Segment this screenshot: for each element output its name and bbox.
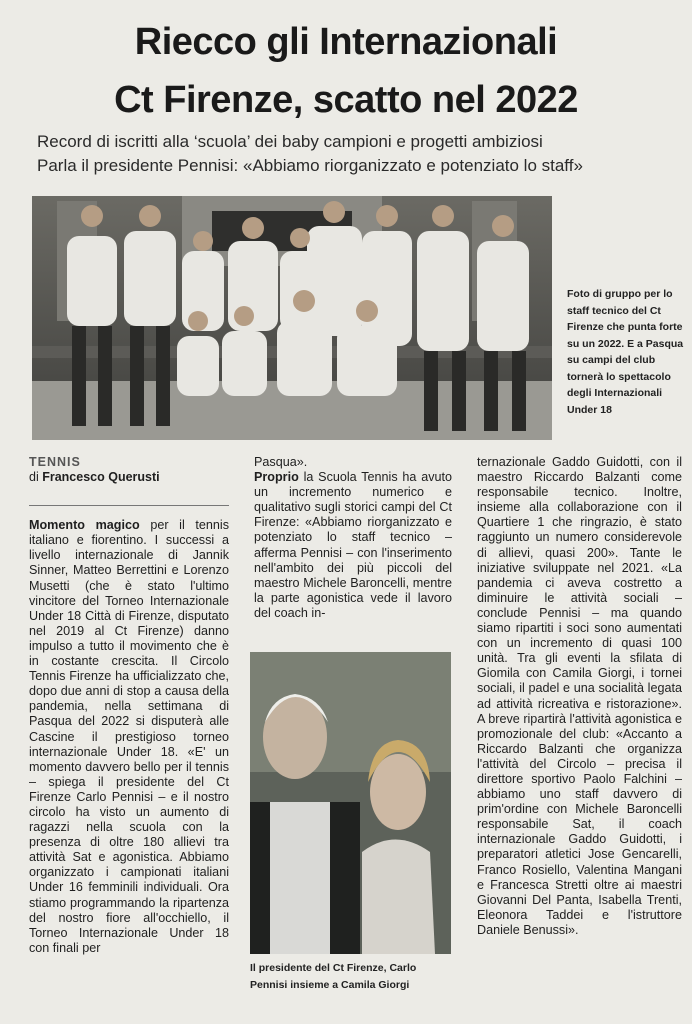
article-column-2	[254, 455, 452, 655]
section-label: TENNIS	[29, 455, 81, 469]
team-photo-caption: Foto di gruppo per lo staff tecnico del Ct Firenze che punta forte su un 2022. E a Pasqua su campi del club tornerà lo spettacolo degli Internazionali Under 18	[567, 288, 684, 416]
pennisi-giorgi-photo	[250, 652, 451, 954]
subheadline-line-2: Parla il presidente Pennisi: «Abbiamo riorganizzato e potenziato lo staff»	[37, 156, 583, 175]
team-group-photo	[32, 196, 552, 440]
subheadline-line-1: Record di iscritti alla ‘scuola’ dei baby campioni e progetti ambiziosi	[37, 132, 543, 151]
portrait-photo-caption: Il presidente del Ct Firenze, Carlo Pennisi insieme a Camila Giorgi	[250, 962, 417, 991]
article-column-1	[29, 455, 229, 956]
byline-divider	[29, 505, 229, 506]
headline-line-1: Riecco gli Internazionali	[134, 21, 558, 63]
team-photo-illustration	[32, 196, 552, 440]
article-column-3	[477, 455, 682, 938]
lead-words: Momento magico	[29, 518, 140, 533]
column-2-text: la Scuola Tennis ha avuto un incremento numerico e qualitativo sugli storici campi del Ct Firenze: «Abbiamo riorganizzato e potenziato lo staff tecnico – afferma Pennisi – con l'inserimento nell'ambito dei più piccoli del maestro Michele Baroncelli, mentre la parte agonistica vede il lavoro del coach in-	[254, 470, 452, 620]
column-2-lead-word: Proprio	[254, 470, 299, 485]
headline-line-2: Ct Firenze, scatto nel 2022	[114, 79, 578, 121]
author-name: Francesco Querusti	[42, 470, 160, 485]
byline	[29, 470, 229, 485]
portrait-photo-illustration	[250, 652, 451, 954]
byline-prefix: di	[29, 470, 39, 485]
column-1-text: per il tennis italiano e fiorentino. I successi a livello internazionale di Jannik Sinner, Matteo Berrettini e Lorenzo Musetti (che è stato l'ultimo vincitore del Torneo Internazionale Under 18 Città di Firenze, disputato nel 2019 al Ct Firenze) danno impulso a tutto il movimento che è in costante crescita. Il Circolo Tennis Firenze ha ufficializzato che, dopo due anni di stop a causa della pandemia, nella settimana di Pasqua del 2022 si disputerà alle Cascine il prestigioso torneo internazionale Under 18. «E' un momento davvero bello per il tennis – spiega il presidente del Ct Firenze Carlo Pennisi – e il nostro circolo ha visto un aumento di ragazzi nella scuola con la presenza di oltre 180 allievi tra attività Sat e agonistica. Abbiamo organizzato i campionati italiani Under 16 femminili individuali. Ora stiamo programmando la ripartenza del nostro fiore all'occhiello, il Torneo Internazionale Under 18 con finali per	[29, 518, 229, 955]
column-2-start: Pasqua».	[254, 455, 308, 469]
article-paragraph-2	[254, 470, 452, 621]
article-paragraph-1	[29, 518, 229, 956]
column-2-text-block	[254, 455, 452, 655]
column-3-text: ternazionale Gaddo Guidotti, con il maestro Riccardo Balzanti come responsabile tecnico. Inoltre, insieme alla collaborazione con il Quartiere 1 che ringrazio, è stato raggiunto un numero considerevole di allievi, quasi 200». Tante le iniziative sviluppate nel 2021. «La pandemia ci aveva costretto a diminuire le attività sociali – conclude Pennisi – ma quando siamo ripartiti i soci sono aumentati con un incremento di quasi 100 unità. Tra gli eventi la sfilata di Giomila con Camila Giorgi, i tornei sociali, il padel e una socialità legata ad attività ricreativa e ristorazione». A breve ripartirà l'attività agonistica e promozionale del club: «Accanto a Riccardo Balzanti che organizza l'attività del Circolo – precisa il direttore sportivo Paolo Falchini – abbiamo uno staff davvero di prim'ordine con Michele Baroncelli responsabile Sat, il coach internazionale Gaddo Guidotti, i preparatori atletici Jose Gencarelli, Franco Rosiello, Valentina Mangani e Francesca Stretti oltre ai maestri Giovanni Del Panta, Isabella Trenti, Eleonora Taddei e l'istruttore Daniele Benussi».	[477, 455, 682, 937]
